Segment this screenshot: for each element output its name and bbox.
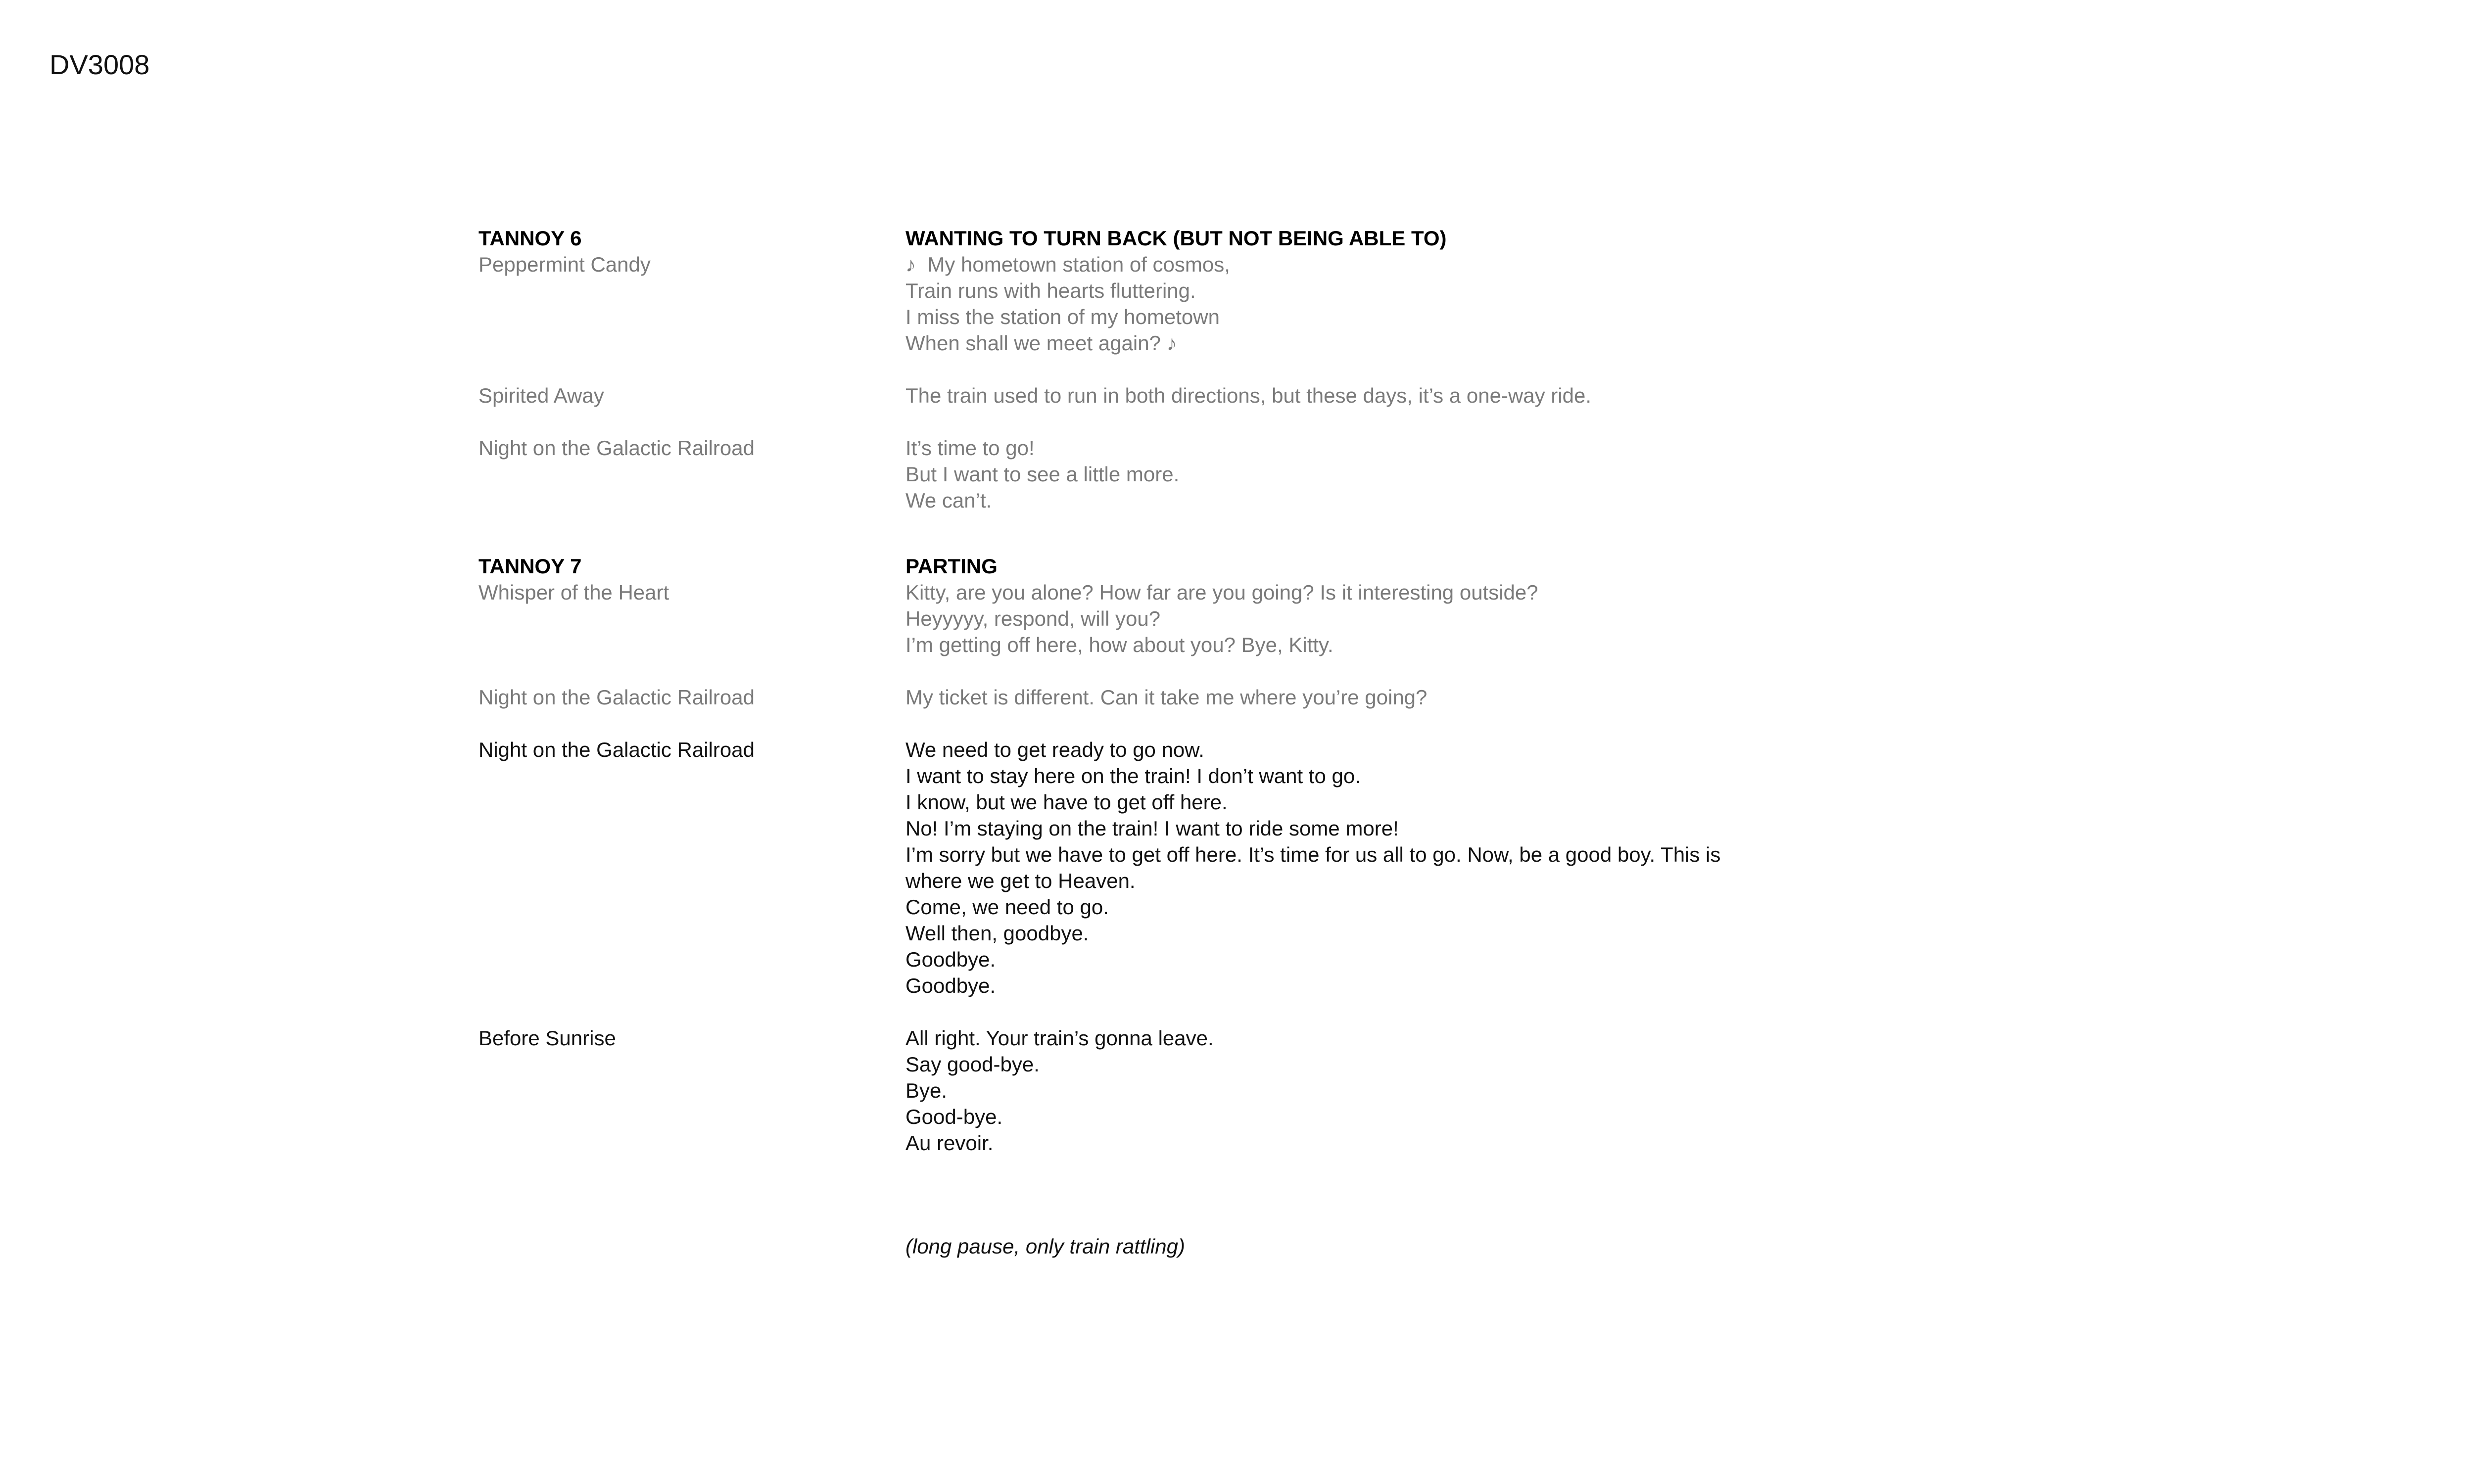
dialogue-line: When shall we meet again? ♪ <box>905 331 1177 355</box>
stage-direction-row <box>478 1233 1814 1259</box>
dialogue-line: Bye. <box>905 1079 948 1102</box>
dialogue-line: I miss the station of my hometown <box>905 305 1220 328</box>
source-film: Before Sunrise <box>478 1026 616 1050</box>
document-code: DV3008 <box>49 49 150 80</box>
dialogue <box>905 1025 1814 1156</box>
dialogue-line: Kitty, are you alone? How far are you going? Is it interesting outside? <box>905 581 1538 604</box>
dialogue-line: I want to stay here on the train! I don’t want to go. <box>905 764 1361 788</box>
dialogue-line: We can’t. <box>905 489 992 512</box>
stage-direction: (long pause, only train rattling) <box>905 1235 1185 1258</box>
script-block <box>478 1025 1814 1156</box>
dialogue-line: We need to get ready to go now. <box>905 738 1204 761</box>
tannoy-label: TANNOY 6 <box>478 227 582 250</box>
dialogue-line: The train used to run in both directions, but these days, it’s a one-way ride. <box>905 384 1591 407</box>
dialogue <box>905 579 1814 658</box>
dialogue-line: Au revoir. <box>905 1131 994 1155</box>
section-heading-row <box>478 225 1814 251</box>
script-block <box>478 737 1814 999</box>
dialogue-line: Say good-bye. <box>905 1053 1040 1076</box>
dialogue-line: Come, we need to go. <box>905 895 1109 919</box>
page-header <box>0 48 2474 88</box>
dialogue-line: Goodbye. <box>905 948 996 971</box>
dialogue <box>905 435 1814 513</box>
dialogue-line: It’s time to go! <box>905 436 1035 460</box>
dialogue-line: No! I’m staying on the train! I want to ride some more! <box>905 817 1399 840</box>
dialogue-line: But I want to see a little more. <box>905 463 1180 486</box>
source-film: Whisper of the Heart <box>478 581 669 604</box>
script-body <box>478 225 1814 1259</box>
dialogue <box>905 382 1814 409</box>
section-heading-row <box>478 553 1814 579</box>
dialogue <box>905 251 1814 356</box>
dialogue <box>905 684 1814 710</box>
dialogue-line: ♪ My hometown station of cosmos, <box>905 253 1230 276</box>
source-film: Night on the Galactic Railroad <box>478 436 755 460</box>
source-film: Peppermint Candy <box>478 253 651 276</box>
dialogue-line: Train runs with hearts fluttering. <box>905 279 1196 302</box>
dialogue <box>905 737 1814 999</box>
script-block <box>478 382 1814 409</box>
dialogue-line: I’m getting off here, how about you? Bye, Kitty. <box>905 633 1333 656</box>
dialogue-line: Good-bye. <box>905 1105 1003 1128</box>
dialogue-line: I know, but we have to get off here. <box>905 790 1228 814</box>
source-film: Spirited Away <box>478 384 604 407</box>
script-block <box>478 579 1814 658</box>
dialogue-line: My ticket is different. Can it take me where you’re going? <box>905 686 1427 709</box>
dialogue-line: Well then, goodbye. <box>905 922 1089 945</box>
source-film: Night on the Galactic Railroad <box>478 686 755 709</box>
section-title: PARTING <box>905 555 998 578</box>
script-block <box>478 684 1814 710</box>
dialogue-line: Heyyyyy, respond, will you? <box>905 607 1161 630</box>
section-title: WANTING TO TURN BACK (BUT NOT BEING ABLE TO) <box>905 227 1447 250</box>
tannoy-6-section <box>478 225 1814 513</box>
dialogue-line: I’m sorry but we have to get off here. It’s time for us all to go. Now, be a good boy. This is where we get to Heaven. <box>905 843 1727 892</box>
tannoy-7-section <box>478 553 1814 1259</box>
script-block <box>478 435 1814 513</box>
script-block <box>478 251 1814 356</box>
dialogue-line: Goodbye. <box>905 974 996 997</box>
tannoy-label: TANNOY 7 <box>478 555 582 578</box>
dialogue-line: All right. Your train’s gonna leave. <box>905 1026 1214 1050</box>
source-film: Night on the Galactic Railroad <box>478 738 755 761</box>
